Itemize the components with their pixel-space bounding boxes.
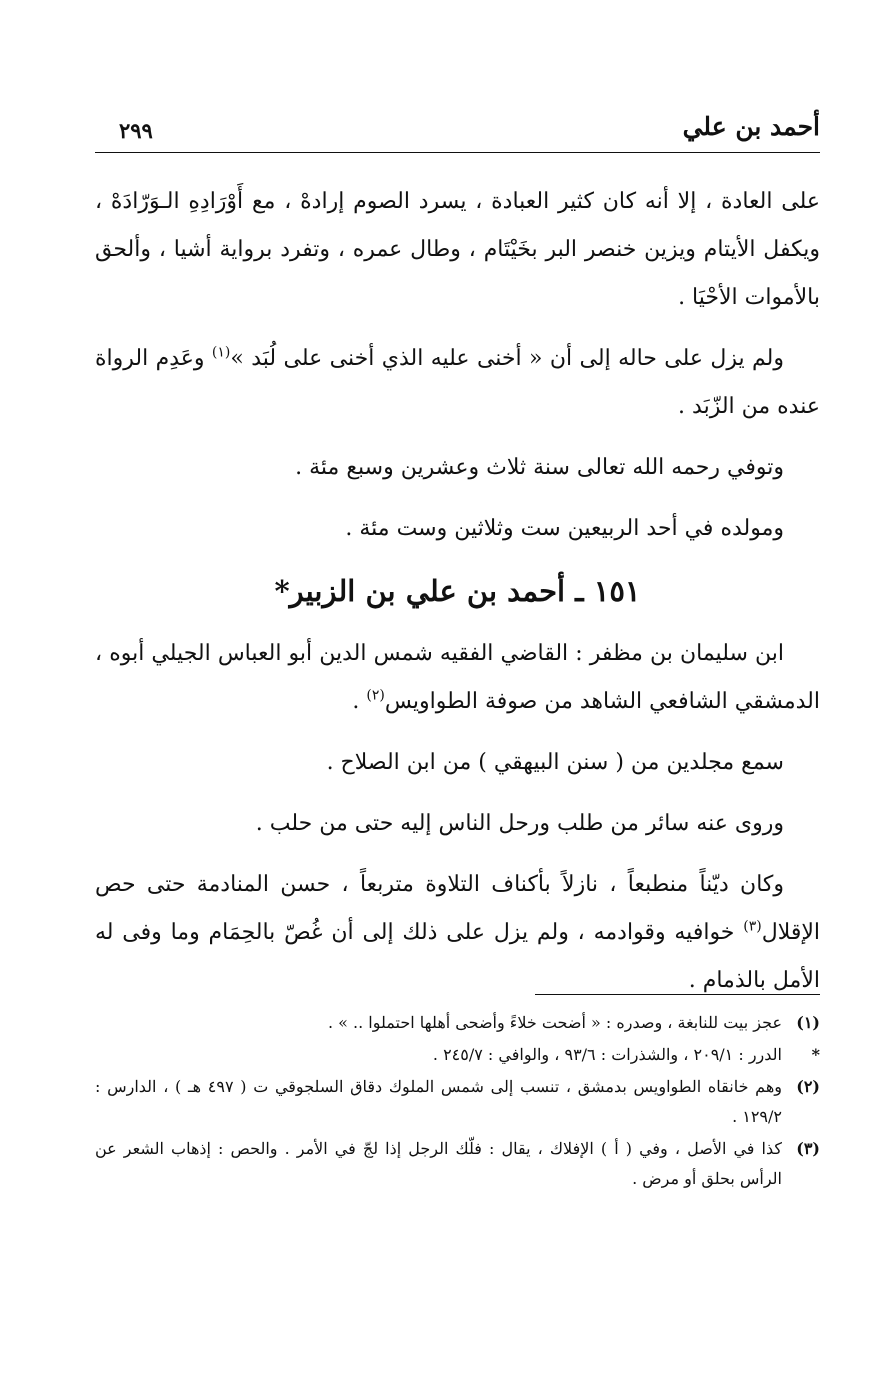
footnotes: [95, 1008, 820, 1196]
footnote-number: *: [811, 1045, 820, 1064]
paragraph-5-text: ابن سليمان بن مظفر : القاضي الفقيه شمس الدين أبو العباس الجيلي أبوه ، الدمشقي الشافعي الشاهد من صوفة الطواويس: [95, 641, 820, 714]
footnote-text: عجز بيت للنابغة ، وصدره : « أضحت خلاءً وأضحى أهلها احتملوا .. » .: [327, 1013, 782, 1032]
running-title: أحمد بن علي: [682, 112, 820, 141]
footnote-ref-2: (٢): [366, 687, 385, 704]
paragraph-7: وروى عنه سائر من طلب ورحل الناس إليه حتى من حلب .: [255, 811, 784, 836]
paragraph-6: سمع مجلدين من ( سنن البيهقي ) من ابن الصلاح .: [326, 750, 784, 775]
paragraph-8: [95, 861, 820, 1005]
paragraph-1: على العادة ، إلا أنه كان كثير العبادة ، يسرد الصوم إرادهْ ، مع أَوْرَادِهِ الـوَرّادَهْ ، ويكفل الأيتام ويزين خنصر البر بخَيْتَام ، وطال عمره ، وتفرد برواية أشيا ، وألحق بالأموات الأحْيَا .: [95, 189, 820, 310]
page-number: ٢٩٩: [119, 118, 153, 143]
paragraph-2-text-end: وعَدِم الرواة عنده من الزّبَد .: [95, 346, 820, 419]
paragraph-3: وتوفي رحمه الله تعالى سنة ثلاث وعشرين وسبع مئة .: [295, 455, 784, 480]
footnote-text: كذا في الأصل ، وفي ( أ ) الإفلاك ، يقال : فلّك الرجل إذا لجّ في الأمر . والحص : إذهاب الشعر عن الرأس بحلق أو مرض .: [95, 1139, 782, 1188]
paragraph-8-text: وكان ديّناً منطبعاً ، نازلاً بأكناف التلاوة متربعاً ، حسن المنادمة حتى حص الإقلال: [95, 872, 820, 945]
footnote-ref-1: (١): [211, 344, 231, 361]
paragraph-5-text-end: .: [352, 689, 367, 714]
footnote-number: (٣): [796, 1139, 820, 1158]
paragraph-2: [95, 335, 820, 431]
body-text: [95, 178, 820, 1018]
paragraph-4: ومولده في أحد الربيعين ست وثلاثين وست مئة .: [345, 516, 784, 541]
paragraph-8-text-end: خوافيه وقوادمه ، ولم يزل على ذلك إلى أن غُصّ بالحِمَام وما وفى له الأمل بالذمام .: [95, 920, 820, 993]
footnote: [95, 1008, 820, 1038]
footnote-text: وهم خانقاه الطواويس بدمشق ، تنسب إلى شمس الملوك دقاق السلجوقي ت ( ٤٩٧ هـ ) ، الدارس : ١٢٩/٢ .: [95, 1077, 782, 1126]
paragraph-2-text: ولم يزل على حاله إلى أن « أخنى عليه الذي أخنى على لُبَد »: [230, 346, 785, 371]
page-header: [95, 112, 820, 153]
footnote-number: (١): [796, 1013, 820, 1032]
footnote: [95, 1072, 820, 1132]
footnote-divider: [535, 994, 820, 995]
footnote: [95, 1134, 820, 1194]
footnote-text: الدرر : ٢٠٩/١ ، والشذرات : ٩٣/٦ ، والوافي : ٢٤٥/٧ .: [432, 1045, 782, 1064]
entry-title: ١٥١ ـ أحمد بن علي بن الزبير*: [274, 574, 641, 608]
footnote-ref-3: (٣): [743, 918, 762, 935]
footnote-number: (٢): [796, 1077, 820, 1096]
paragraph-5: [95, 630, 820, 726]
footnote: [95, 1040, 820, 1070]
